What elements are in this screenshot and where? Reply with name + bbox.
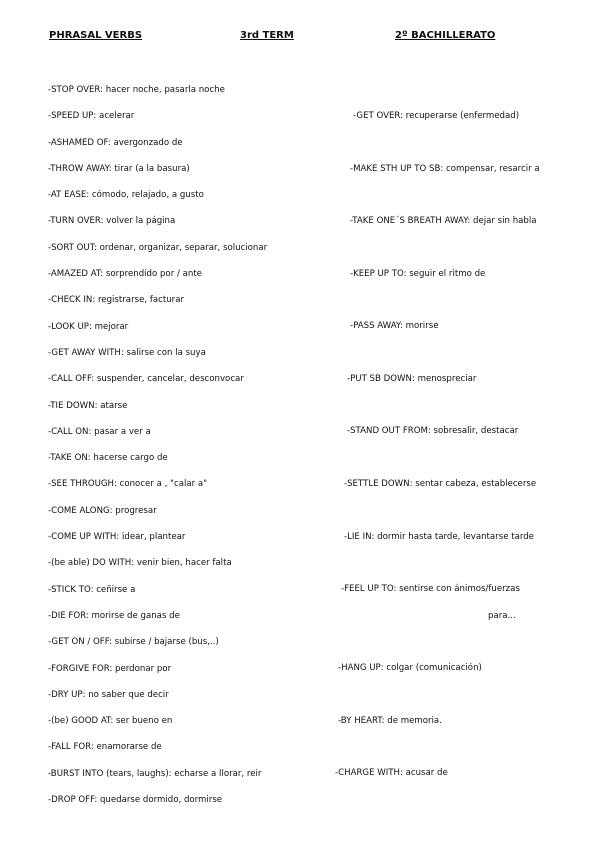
- term-heading: 3rd TERM: [240, 30, 294, 41]
- list-item: -FORGIVE FOR: perdonar por: [48, 663, 172, 674]
- list-item: -BY HEART: de memoria.: [338, 716, 442, 726]
- left-column-list: [48, 83, 267, 819]
- list-item: -PUT SB DOWN: menospreciar: [347, 374, 477, 384]
- list-item: -GET AWAY WITH: salirse con la suya: [48, 347, 206, 358]
- list-item: -AT EASE: cómodo, relajado, a gusto: [48, 190, 204, 201]
- list-item: -TAKE ON: hacerse cargo de: [48, 453, 168, 464]
- list-item: -GET ON / OFF: subirse / bajarse (bus,..): [48, 637, 219, 648]
- list-item: -DIE FOR: morirse de ganas de: [48, 610, 180, 621]
- list-item: -SORT OUT: ordenar, organizar, separar, solucionar: [48, 242, 268, 253]
- list-item: -AMAZED AT: sorprendido por / ante: [48, 269, 202, 280]
- list-item: -ASHAMED OF: avergonzado de: [48, 137, 183, 148]
- list-item: -FEEL UP TO: sentirse con ánimos/fuerzas: [341, 584, 520, 594]
- list-item: -COME ALONG: progresar: [48, 505, 157, 516]
- list-item: -SETTLE DOWN: sentar cabeza, establecerse: [344, 479, 537, 489]
- list-item: -LIE IN: dormir hasta tarde, levantarse tarde: [344, 532, 534, 542]
- list-item: -CHECK IN: registrarse, facturar: [48, 295, 184, 306]
- list-item: -(be) GOOD AT: ser bueno en: [48, 716, 173, 727]
- list-item: -STOP OVER: hacer noche, pasarla noche: [48, 85, 225, 95]
- list-item: -MAKE STH UP TO SB: compensar, resarcir a: [350, 164, 540, 174]
- list-item: -SPEED UP: acelerar: [48, 111, 135, 122]
- list-item: -CALL ON: pasar a ver a: [48, 426, 151, 437]
- list-item: -TURN OVER: volver la página: [48, 216, 176, 227]
- list-item: -STICK TO: ceñirse a: [48, 584, 136, 595]
- page-title: PHRASAL VERBS: [49, 30, 143, 41]
- list-item: -DROP OFF: quedarse dormido, dormirse: [48, 795, 223, 806]
- list-item: -BURST INTO (tears, laughs): echarse a llorar, reir: [48, 768, 262, 779]
- list-item: -CALL OFF: suspender, cancelar, desconvocar: [48, 374, 244, 385]
- list-item: -CHARGE WITH: acusar de: [335, 768, 448, 778]
- list-item: -(be able) DO WITH: venir bien, hacer falta: [48, 558, 232, 569]
- list-item: -STAND OUT FROM: sobresalir, destacar: [347, 426, 519, 436]
- list-item: -TAKE ONE´S BREATH AWAY: dejar sin habla: [350, 216, 537, 226]
- list-item: -DRY UP: no saber que decir: [48, 689, 169, 700]
- list-item: -COME UP WITH: idear, plantear: [48, 532, 186, 543]
- list-item: -PASS AWAY: morirse: [350, 321, 439, 331]
- list-item: -TIE DOWN: atarse: [48, 400, 128, 411]
- list-item: -FALL FOR: enamorarse de: [48, 742, 162, 753]
- list-item: -SEE THROUGH: conocer a , "calar a": [48, 479, 208, 490]
- list-item: -HANG UP: colgar (comunicación): [338, 663, 482, 673]
- list-item: -KEEP UP TO: seguir el ritmo de: [350, 269, 486, 279]
- list-item: -GET OVER: recuperarse (enfermedad): [353, 111, 520, 121]
- course-heading: 2º BACHILLERATO: [395, 30, 496, 41]
- list-item: -LOOK UP: mejorar: [48, 321, 129, 332]
- list-item: -THROW AWAY: tirar (a la basura): [48, 163, 190, 174]
- list-item: para...: [488, 611, 516, 621]
